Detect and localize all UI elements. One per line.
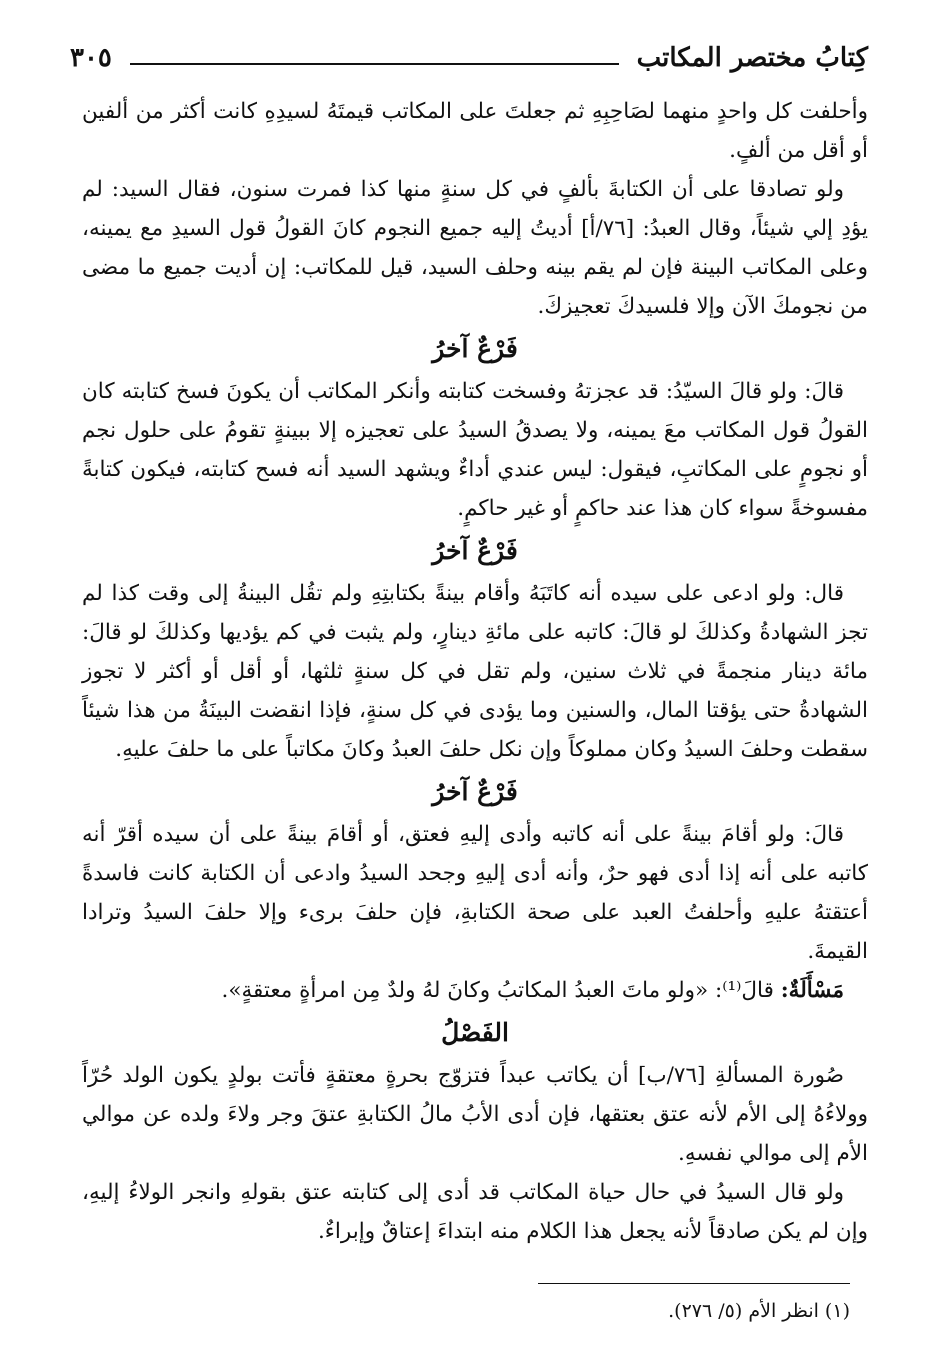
page-number: ٣٠٥ <box>70 43 112 73</box>
masala-label: مَسْأَلَةٌ: <box>780 978 844 1003</box>
section-heading-2: فَرْعٌ آخرُ <box>432 536 518 565</box>
paragraph-1: وأحلفت كل واحدٍ منهما لصَاحِبِهِ ثم جعلتَ على المكاتب قيمتَهُ لسيدِهِ كانت أكثر من ألفين أو أقل من ألفٍ. <box>82 99 868 163</box>
section-heading-4: الفَصْلُ <box>441 1018 509 1047</box>
footnote: (١) انظر الأم (٥/ ٢٧٦). <box>668 1300 850 1322</box>
paragraph-5: قالَ: ولو أقامَ بينةً على أنه كاتبه وأدى إليهِ فعتق، أو أقامَ بينةً على أن سيده أقرّ أنه كاتبه على أنه إذا أدى فهو حرٌ، وأنه أدى إليهِ وجحد السيدُ وادعى أن الكتابة كانت فاسدةً أعتقتهُ عليهِ وأحلفتُ العبد على صحة الكتابةِ، فإن حلفَ برىء وإلا حلفَ السيدُ وترادا القيمةَ. <box>82 822 868 964</box>
footnote-rule <box>538 1283 850 1284</box>
paragraph-7: ولو قال السيدُ في حال حياة المكاتب قد أدى إلى كتابته عتق بقولهِ وانجر الولاءُ إليهِ، وإن لم يكن صادقاً لأنه يجعل هذا الكلام منه ابتداءَ إعتاقٌ وإبراءٌ. <box>82 1180 868 1244</box>
paragraph-4: قال: ولو ادعى على سيده أنه كاتَبَهُ وأقام بينةً بكتابتِهِ ولم تقُل البينةُ إلى وقت كذا لم تجز الشهادةُ وكذلكَ لو قالَ: كاتبه على مائةِ دينارٍ، ولم يثبت في كم يؤديها وكذلكَ لو قالَ: مائة دينار منجمةً في ثلاث سنين، ولم تقل في كل سنةٍ ثلثها، أو أقل أو أكثر لا تجوز الشهادةُ حتى يؤقتا المال، والسنين وما يؤدى في كل سنةٍ، فإذا انقضت البينَةُ من هذا شيئاً سقطت وحلفَ السيدُ وكان مملوكاً وإن نكل حلفَ العبدُ وكانَ مكاتباً على ما حلفَ عليهِ. <box>82 581 868 762</box>
page-body <box>82 92 868 1251</box>
section-heading-1: فَرْعٌ آخرُ <box>432 334 518 363</box>
header-rule <box>130 63 619 65</box>
masala-text: قالَ⁽¹⁾: «ولو ماتَ العبدُ المكاتبُ وكانَ لهُ ولدٌ مِن امرأةٍ معتقةٍ». <box>221 978 774 1003</box>
paragraph-6: صُورة المسألةِ [٧٦/ب] أن يكاتب عبداً فتزوّج بحرةٍ معتقةٍ فأتت بولدٍ يكون الولد حُرّاً وولاءُهُ إلى الأم لأنه عتق بعتقها، فإن أدى الأبُ مالُ الكتابةِ عتقَ وجر ولاءَ ولده عن موالي الأم إلى موالي نفسهِ. <box>82 1063 868 1166</box>
paragraph-3: قالَ: ولو قالَ السيّدُ: قد عجزتهُ وفسخت كتابته وأنكر المكاتب أن يكونَ فسخ كتابته كان القولُ قول المكاتب معَ يمينه، ولا يصدقُ السيدُ على تعجيزه إلا ببينةٍ تقومُ على حلول نجم أو نجومٍ على المكاتبِ، فيقول: ليس عندي أداءٌ ويشهد السيد أنه فسح كتابته، فيكون كتابةً مفسوخةً سواء كان هذا عند حاكمٍ أو غير حاكمٍ. <box>82 379 868 521</box>
paragraph-2: ولو تصادقا على أن الكتابةَ بألفٍ في كل سنةٍ منها كذا فمرت سنون، فقال السيد: لم يؤدِ إلي شيئاً، وقال العبدُ: [٧٦/أ] أديتُ إليه جميع النجوم كانَ القولُ قول السيدِ مع يمينه، وعلى المكاتب البينة فإن لم يقم بينه وحلف السيد، قيل للمكاتب: إن أديت جميع ما مضى من نجومكَ الآن وإلا فلسيدكَ تعجيزكَ. <box>82 177 868 319</box>
section-heading-3: فَرْعٌ آخرُ <box>432 777 518 806</box>
masala-paragraph <box>82 971 868 1010</box>
page-header <box>70 36 868 80</box>
running-title: كِتابُ مختصر المكاتب <box>636 43 868 73</box>
